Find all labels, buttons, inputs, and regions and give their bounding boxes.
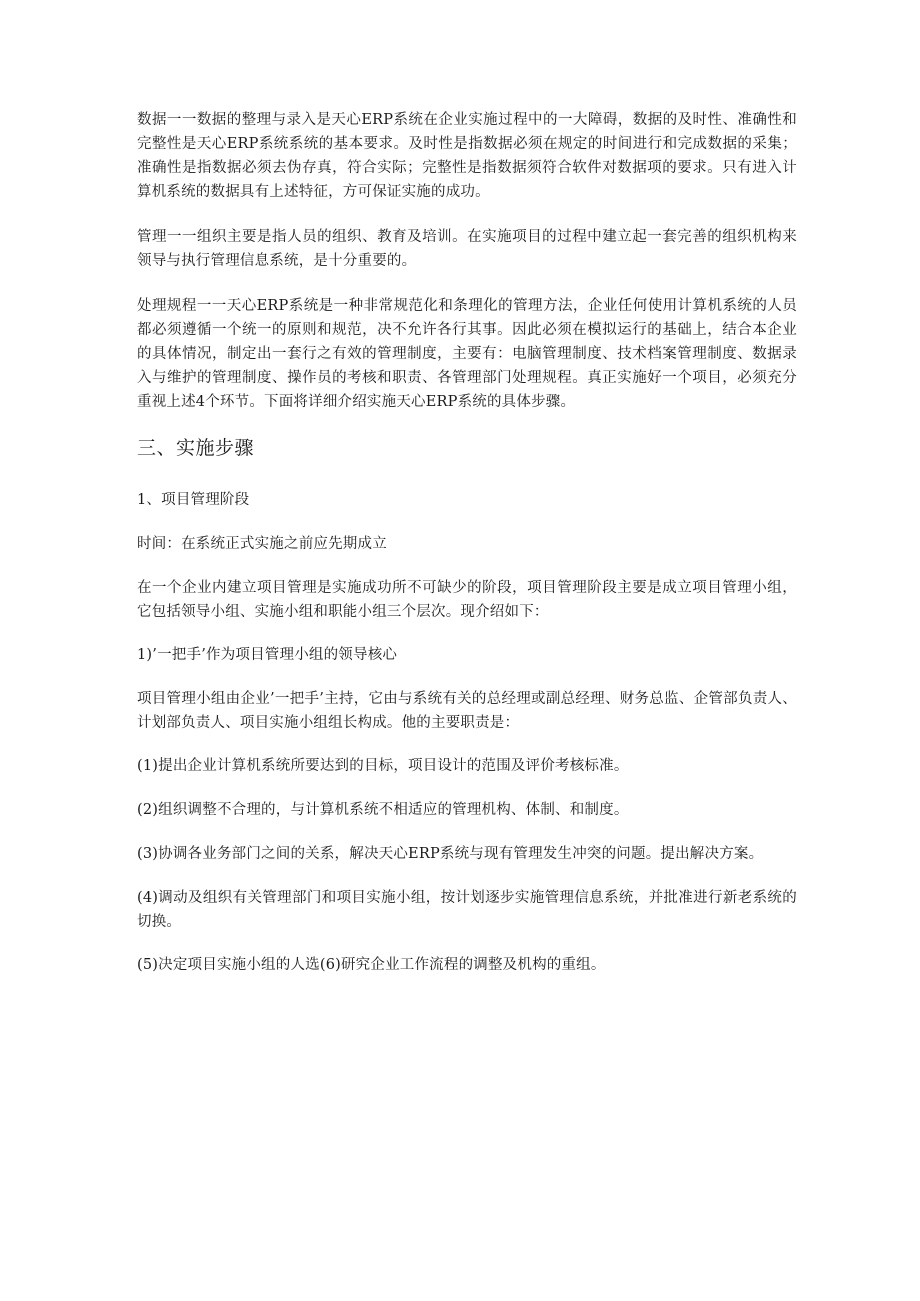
duty-item: (4)调动及组织有关管理部门和项目实施小组，按计划逐步实施管理信息系统，并批准进行新老系统的切换。	[137, 890, 797, 930]
paragraph-management: 管理一一组织主要是指人员的组织、教育及培训。在实施项目的过程中建立起一套完善的组织机构来领导与执行管理信息系统，是十分重要的。	[137, 229, 797, 269]
duty-item: (2)组织调整不合理的，与计算机系统不相适应的管理机构、体制、和制度。	[137, 802, 629, 818]
item-description: 项目管理小组由企业’一把手’主持，它由与系统有关的总经理或副总经理、财务总监、企管部负责人、计划部负责人、项目实施小组组长构成。他的主要职责是：	[137, 691, 797, 731]
duty-item: (1)提出企业计算机系统所要达到的目标，项目设计的范围及评价考核标准。	[137, 758, 629, 774]
time-line: 时间：在系统正式实施之前应先期成立	[137, 536, 387, 552]
item-heading: 1)’一把手’作为项目管理小组的领导核心	[137, 647, 398, 663]
document-page	[137, 108, 797, 997]
duty-item: (3)协调各业务部门之间的关系，解决天心ERP系统与现有管理发生冲突的问题。提出解决方案。	[137, 846, 764, 862]
paragraph-data: 数据一一数据的整理与录入是天心ERP系统在企业实施过程中的一大障碍，数据的及时性、准确性和完整性是天心ERP系统系统的基本要求。及时性是指数据必须在规定的时间进行和完成数据的采集；准确性是指数据必须去伪存真，符合实际；完整性是指数据须符合软件对数据项的要求。只有进入计算机系统的数据具有上述特征，方可保证实施的成功。	[137, 112, 797, 200]
paragraph-procedures: 处理规程一一天心ERP系统是一种非常规范化和条理化的管理方法，企业任何使用计算机系统的人员都必须遵循一个统一的原则和规范，决不允许各行其事。因此必须在模拟运行的基础上，结合本企业的具体情况，制定出一套行之有效的管理制度，主要有：电脑管理制度、技术档案管理制度、数据录入与维护的管理制度、操作员的考核和职责、各管理部门处理规程。真正实施好一个项目，必须充分重视上述4个环节。下面将详细介绍实施天心ERP系统的具体步骤。	[137, 298, 797, 410]
duty-item: (5)决定项目实施小组的人选(6)研究企业工作流程的调整及机构的重组。	[137, 957, 606, 973]
intro-paragraph: 在一个企业内建立项目管理是实施成功所不可缺少的阶段，项目管理阶段主要是成立项目管理小组，它包括领导小组、实施小组和职能小组三个层次。现介绍如下：	[137, 580, 797, 620]
section-heading: 三、实施步骤	[137, 437, 255, 459]
subsection-title: 1、项目管理阶段	[137, 492, 250, 508]
